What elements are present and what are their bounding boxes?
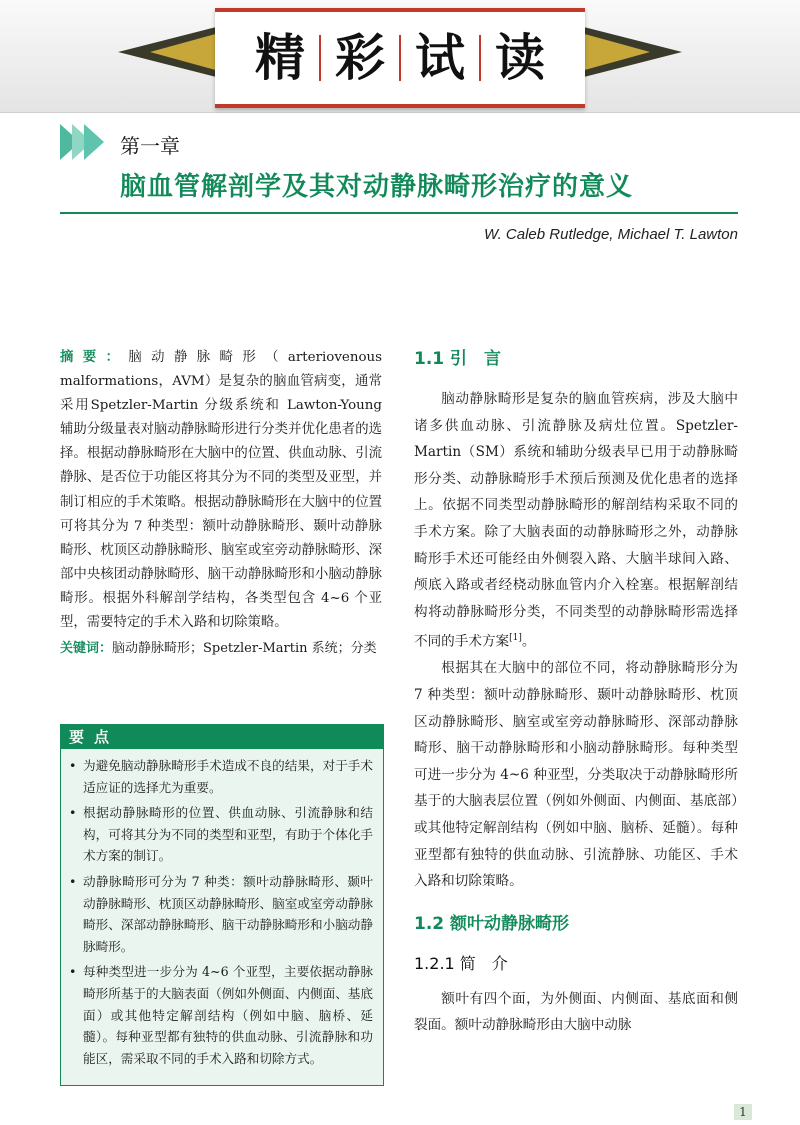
banner-char-1: 精 (255, 29, 305, 87)
abstract-label: 摘要： (60, 350, 129, 365)
chevron-icon (84, 124, 104, 160)
chapter-title: 脑血管解剖学及其对动静脉畸形治疗的意义 (120, 172, 634, 202)
chapter-divider (60, 212, 738, 214)
section-1-2-1-paragraph-1: 额叶有四个面，为外侧面、内侧面、基底面和侧裂面。额叶动静脉畸形由大脑中动脉 (414, 990, 738, 1034)
bullet-icon: • (69, 805, 77, 821)
abstract (60, 346, 382, 635)
bullet-icon: • (69, 964, 77, 980)
left-column (60, 346, 382, 661)
key-point-text: 根据动静脉畸形的位置、供血动脉、引流静脉和结构，可将其分为不同的类型和亚型，有助于个体化手术方案的制订。 (83, 805, 373, 864)
list-item (69, 961, 373, 1069)
key-points-list (61, 749, 383, 1069)
paragraph-end: 。 (521, 633, 536, 650)
keywords (60, 637, 382, 661)
banner-char-4: 读 (495, 29, 545, 87)
list-item (69, 755, 373, 798)
section-1-1-paragraph-1 (414, 386, 738, 655)
key-point-text: 每种类型进一步分为 4~6 个亚型，主要依据动静脉畸形所基于的大脑表面（例如外侧面、内侧面、基底面）或其他特定解剖结构（例如中脑、脑桥、延髓）。每种亚型都有独特的供血动脉、引流静脉和功能区，需采取不同的手术入路和切除方式。 (83, 964, 373, 1066)
section-heading-1-1: 1.1 引 言 (414, 349, 502, 369)
key-point-text: 为避免脑动静脉畸形手术造成不良的结果，对于手术适应证的选择尤为重要。 (83, 758, 373, 795)
key-points-box (60, 724, 384, 1086)
page-number: 1 (734, 1104, 752, 1120)
bullet-icon: • (69, 873, 77, 889)
section-1-1-paragraph-2: 根据其在大脑中的部位不同，将动静脉畸形分为 7 种类型：额叶动静脉畸形、颞叶动静脉畸形、枕顶区动静脉畸形、脑室或室旁动静脉畸形、深部动静脉畸形、脑干动静脉畸形和小脑动静脉畸形。每种类型可进一步分为 4~6 种亚型，分类取决于动静脉畸形所基于的大脑表层位置（例如外侧面、内侧面、基底部）或其他特定解剖结构（例如中脑、脑桥、延髓）。每种亚型都有独特的供血动脉、引流静脉、功能区、手术入路和切除策略。 (414, 660, 738, 890)
abstract-text: 脑动静脉畸形（arteriovenous malformations，AVM）是复杂的脑血管病变，通常采用Spetzler-Martin 分级系统和 Lawton-Young 辅助分级量表对脑动静脉畸形进行分类并优化患者的选择。根据动静脉畸形在大脑中的位置、供血动脉、引流静脉、是否位于功能区将其分为不同的类型及亚型，并制订相应的手术策略。根据动静脉畸形在大脑中的位置可将其分为 7 种类型：额叶动静脉畸形、颞叶动静脉畸形、枕顶区动静脉畸形、脑室或室旁动静脉畸形、深部中央核团动静脉畸形、脑干动静脉畸形和小脑动静脉畸形。根据外科解剖学结构，各类型包含 4~6 个亚型，需要特定的手术入路和切除策略。 (60, 350, 383, 631)
citation-ref: [1] (509, 633, 522, 644)
right-column (414, 346, 738, 1039)
list-item (69, 802, 373, 867)
key-points-header: 要点 (61, 725, 383, 749)
paragraph-text: 脑动静脉畸形是复杂的脑血管疾病，涉及大脑中诸多供血动脉、引流静脉及病灶位置。Spetzler-Martin（SM）系统和辅助分级表早已用于动静脉畸形分类、动静脉畸形手术预后预测及优化患者的选择上。依据不同类型动静脉畸形的解剖结构采取不同的手术方案。除了大脑表面的动静脉畸形之外，动静脉畸形手术还可能经由外侧裂入路、大脑半球间入路、颅底入路或者经桡动脉血管内介入栓塞。根据解剖结构将动静脉畸形分类，不同类型的动静脉畸形需选择不同的手术方案 (414, 391, 738, 650)
keywords-label: 关键词： (60, 641, 113, 657)
key-point-text: 动静脉畸形可分为 7 种类：额叶动静脉畸形、颞叶动静脉畸形、枕顶区动静脉畸形、脑室或室旁动静脉畸形、深部动静脉畸形、脑干动静脉畸形和小脑动静脉畸形。 (83, 873, 373, 954)
list-item (69, 871, 373, 957)
subsection-heading-1-2-1: 1.2.1 简 介 (414, 953, 508, 973)
banner-char-2: 彩 (335, 29, 385, 87)
bullet-icon: • (69, 758, 77, 773)
keywords-text: 脑动静脉畸形；Spetzler-Martin 系统；分类 (112, 641, 377, 657)
chapter-number: 第一章 (120, 134, 180, 158)
chapter-authors: W. Caleb Rutledge, Michael T. Lawton (483, 226, 738, 243)
section-heading-1-2: 1.2 额叶动静脉畸形 (414, 913, 570, 934)
banner-title (215, 8, 585, 108)
banner-char-3: 试 (415, 29, 465, 87)
